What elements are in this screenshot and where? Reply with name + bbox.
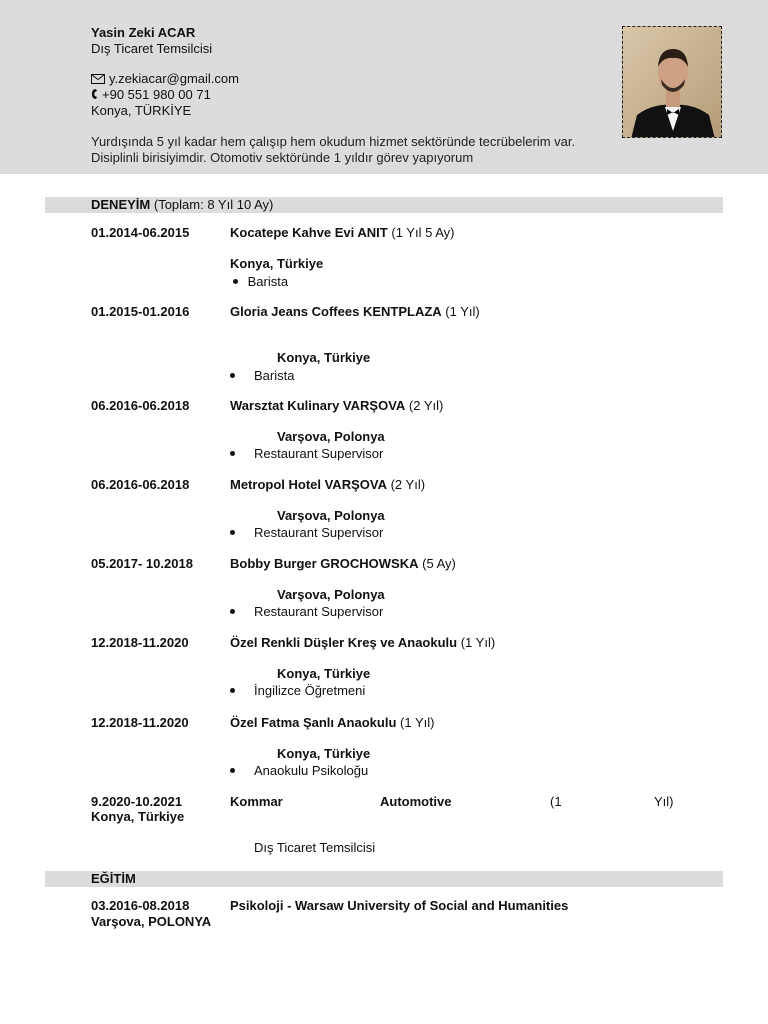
experience-company-line [230,225,454,241]
experience-location: Konya, Türkiye [277,746,371,761]
experience-role: Dış Ticaret Temsilcisi [254,840,376,855]
experience-company: Özel Renkli Düşler Kreş ve Anaokulu [230,635,458,650]
experience-company: Warsztat Kulinary VARŞOVA [230,398,406,413]
bullet-icon [230,530,235,535]
experience-dates: 05.2017- 10.2018 [91,556,193,571]
education-section-bar [45,871,723,887]
candidate-name: Yasin Zeki ACAR [91,25,196,40]
experience-duration-close: Yıl) [654,794,674,809]
experience-company-line [230,477,425,493]
experience-duration: (1 Yıl 5 Ay) [391,225,455,240]
experience-role: Anaokulu Psikoloğu [254,763,369,778]
experience-dates: 01.2015-01.2016 [91,304,190,319]
job-title: Dış Ticaret Temsilcisi [91,41,213,56]
experience-company: Metropol Hotel VARŞOVA [230,477,387,492]
experience-duration: (2 Yıl) [390,477,426,492]
experience-dates: 06.2016-06.2018 [91,398,190,413]
experience-company: Özel Fatma Şanlı Anaokulu [230,715,397,730]
experience-company: Bobby Burger GROCHOWSKA [230,556,419,571]
experience-location: Varşova, Polonya [277,508,385,523]
experience-dates: 9.2020-10.2021 [91,794,183,809]
summary-line-2: Disiplinli birisiyimdir. Otomotiv sektöründe 1 yıldır görev yapıyorum [91,150,474,165]
experience-location: Varşova, Polonya [277,587,385,602]
experience-location: Konya, Türkiye [230,256,324,271]
experience-location: Konya, Türkiye [277,666,371,681]
bullet-icon [230,768,235,773]
envelope-icon [91,72,105,88]
experience-company-line [230,304,480,320]
experience-role-item [233,274,288,290]
bullet-icon [230,688,235,693]
experience-role: Restaurant Supervisor [254,604,384,619]
experience-dates: 01.2014-06.2015 [91,225,190,240]
experience-duration: (1 Yıl) [460,635,496,650]
experience-company-line [230,398,443,414]
experience-role: Barista [254,368,295,383]
experience-role-item [230,683,366,699]
experience-dates: 12.2018-11.2020 [91,635,189,650]
bullet-icon [230,451,235,456]
experience-location: Konya, Türkiye [277,350,371,365]
experience-duration: (1 Yıl) [445,304,480,319]
email-text[interactable]: y.zekiacar@gmail.com [109,71,239,86]
location-text: Konya, TÜRKİYE [91,103,192,118]
experience-duration: (1 Yıl) [400,715,435,730]
phone-icon [91,88,98,104]
experience-dates: 06.2016-06.2018 [91,477,190,492]
bullet-icon [230,609,235,614]
experience-role-item [230,368,295,384]
experience-company-word: Kommar [230,794,283,809]
education-program: Psikoloji - Warsaw University of Social and Humanities [230,898,569,913]
experience-role-item [230,446,384,462]
education-heading: EĞİTİM [91,871,136,886]
bullet-icon [230,373,235,378]
experience-location: Konya, Türkiye [91,809,185,824]
profile-photo [622,26,722,138]
education-dates: 03.2016-08.2018 [91,898,190,913]
experience-dates: 12.2018-11.2020 [91,715,189,730]
experience-role: Barista [247,274,289,289]
experience-role-item [230,763,369,779]
experience-role: Restaurant Supervisor [254,446,384,461]
summary-line-1: Yurdışında 5 yıl kadar hem çalışıp hem okudum hizmet sektöründe tecrübelerim var. [91,134,576,149]
experience-company-line [230,715,434,731]
experience-role: Restaurant Supervisor [254,525,384,540]
experience-company-line [230,635,495,651]
bullet-icon [233,279,238,284]
experience-heading-title: DENEYİM [91,197,151,212]
education-location: Varşova, POLONYA [91,914,212,929]
experience-company: Kocatepe Kahve Evi ANIT [230,225,388,240]
experience-company: Gloria Jeans Coffees KENTPLAZA [230,304,442,319]
experience-role: İngilizce Öğretmeni [254,683,366,698]
experience-duration-open: (1 [550,794,562,809]
experience-company-line [230,556,456,572]
experience-heading [91,197,273,213]
phone-text[interactable]: +90 551 980 00 71 [102,87,211,102]
experience-location: Varşova, Polonya [277,429,385,444]
email-line[interactable] [91,71,239,88]
experience-company-word: Automotive [380,794,452,809]
experience-role-item [230,525,384,541]
experience-duration: (5 Ay) [422,556,456,571]
experience-role-item [230,604,384,620]
experience-total: (Toplam: 8 Yıl 10 Ay) [153,197,274,212]
experience-duration: (2 Yıl) [408,398,444,413]
phone-line[interactable] [91,87,211,104]
